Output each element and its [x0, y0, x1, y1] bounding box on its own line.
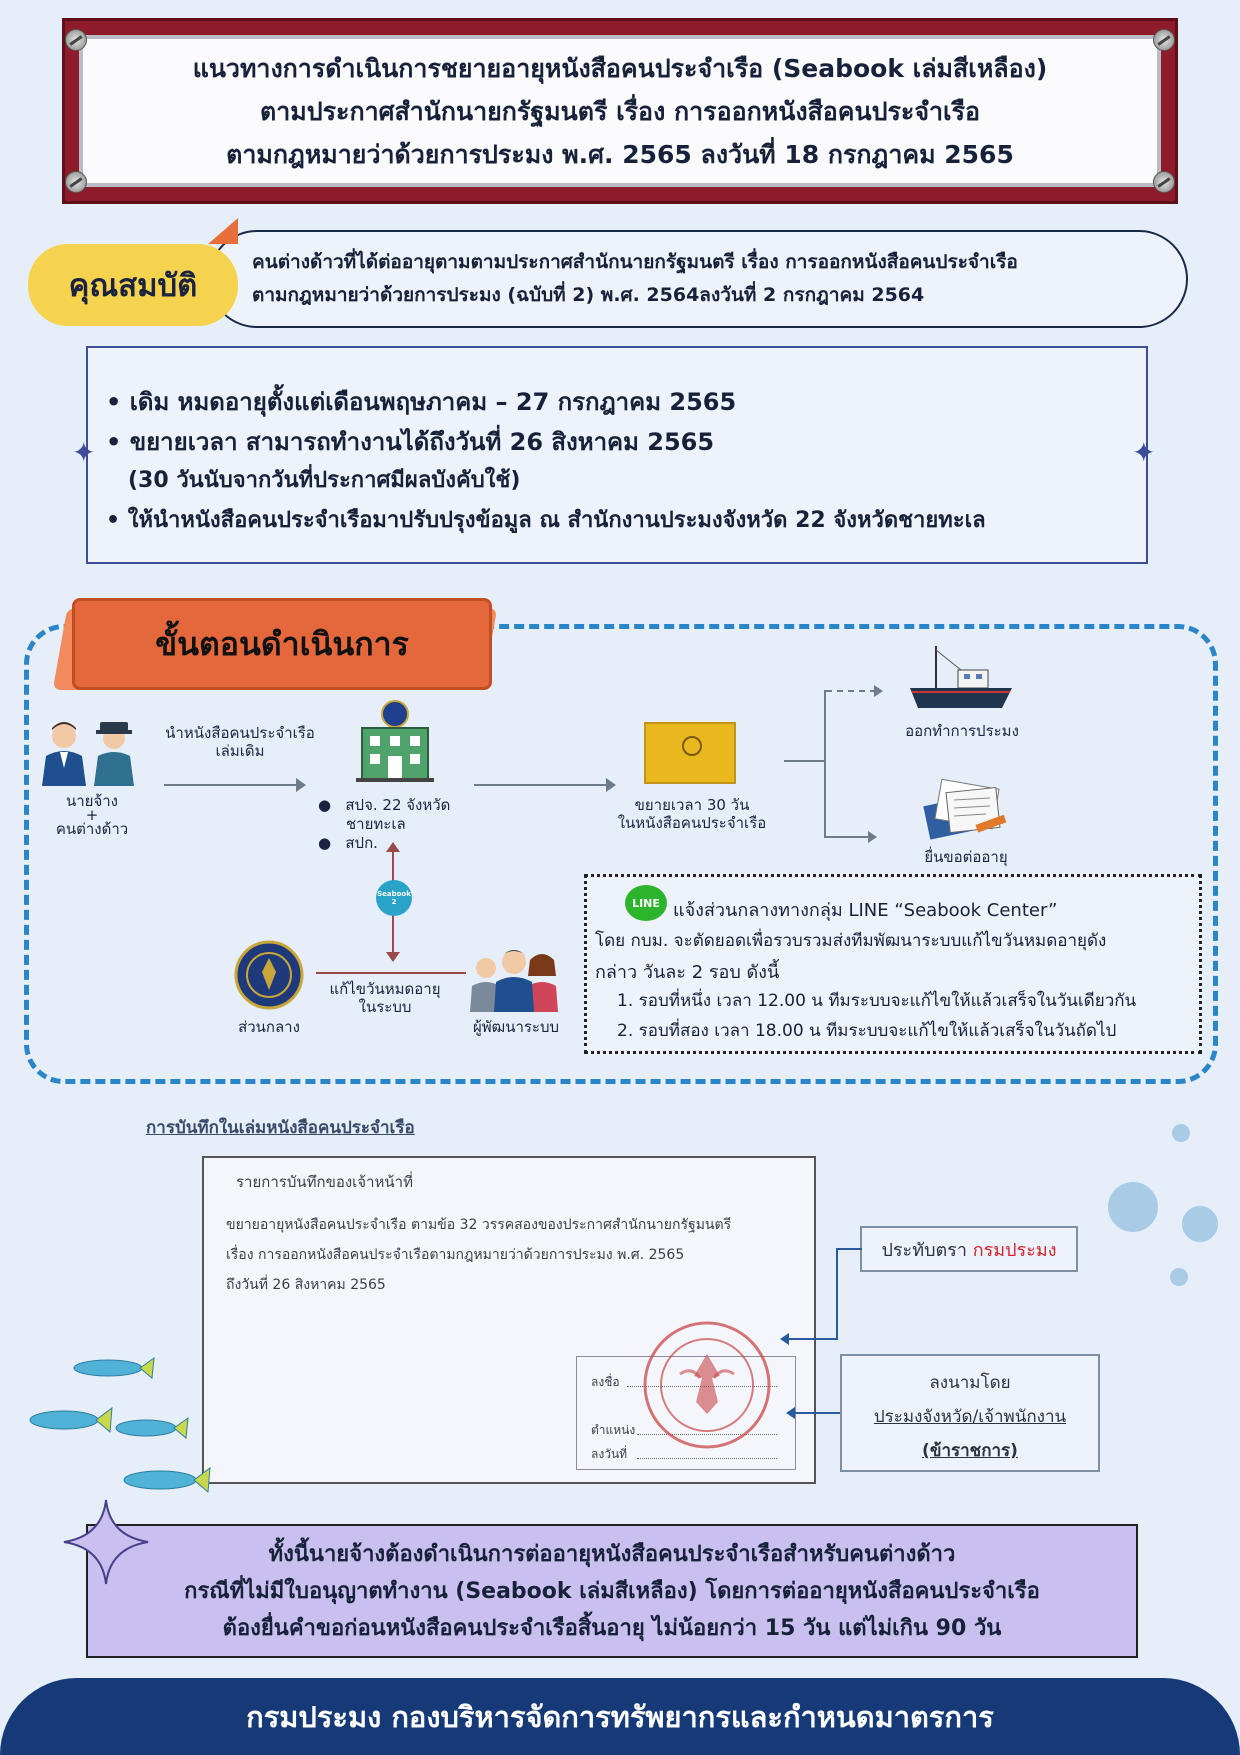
extend-line-2: ในหนังสือคนประจำเรือ [617, 814, 767, 832]
qualification-tag: คุณสมบัติ [28, 244, 238, 326]
info-bullet-1: • เดิม หมดอายุตั้งแต่เดือนพฤษภาคม – 27 กรกฎาคม 2565 [106, 388, 737, 416]
qualification-line-2: ตามกฎหมายว่าด้วยการประมง (ฉบับที่ 2) พ.ศ. 2564ลงวันที่ 2 กรกฎาคม 2564 [252, 284, 925, 306]
arrowhead-icon [868, 831, 877, 843]
developers-icon [464, 946, 564, 1012]
fix-line-1: แก้ไขวันหมดอายุ [329, 980, 441, 998]
emblem-icon [682, 736, 702, 756]
branch-trunk [824, 690, 826, 838]
info-box [86, 346, 1148, 564]
arrowhead-icon [780, 1333, 789, 1345]
office-item-2-text: สปก. [345, 834, 378, 852]
star-decoration-icon [60, 1496, 152, 1588]
footer-banner: กรมประมง กองบริหารจัดการทรัพยากรและกำหนดมาตรการ [0, 1678, 1240, 1755]
stamp-org: กรมประมง [972, 1239, 1057, 1261]
fix-line-2: ในระบบ [358, 998, 412, 1016]
developers-label: ผู้พัฒนาระบบ [472, 1018, 560, 1036]
department-seal-icon [234, 940, 304, 1010]
central-dev-line [316, 972, 466, 974]
arrow-to-extend [474, 784, 610, 786]
arrow-up-icon [386, 842, 400, 852]
bubble-decoration [1170, 1268, 1188, 1286]
bubble-decoration [1108, 1182, 1158, 1232]
bottom-note-line-2: กรณีที่ไม่มีใบอนุญาตทำงาน (Seabook เล่มสีเหลือง) โดยการต่ออายุหนังสือคนประจำเรือ [184, 1578, 1040, 1604]
renew-label: ยื่นขอต่ออายุ [924, 848, 1008, 866]
branch-to-renew [826, 836, 870, 838]
note-line-4: 1. รอบที่หนึ่ง เวลา 12.00 น ทีมระบบจะแก้ไขให้แล้วเสร็จในวันเดียวกัน [617, 991, 1137, 1011]
info-bullet-2: • ขยายเวลา สามารถทำงานได้ถึงวันที่ 26 สิงหาคม 2565 [106, 428, 715, 456]
sparkle-icon: ✦ [1132, 436, 1156, 469]
employer-label-2: คนต่างด้าว [55, 820, 129, 838]
title-panel [79, 35, 1161, 187]
sig-name-label: ลงชื่อ [591, 1375, 620, 1389]
note-line-1: แจ้งส่วนกลางทางกลุ่ม LINE “Seabook Center” [673, 900, 1058, 921]
qualification-fold [208, 218, 238, 244]
fishing-boat-icon [906, 642, 1016, 716]
title-line-2: ตามประกาศสำนักนายกรัฐมนตรี เรื่อง การออกหนังสือคนประจำเรือ [259, 96, 981, 126]
screw-icon [1153, 29, 1175, 51]
office-list [318, 796, 450, 853]
department-stamp-icon [640, 1318, 774, 1452]
branch-line [784, 760, 826, 762]
signed-by-label: ลงนามโดย [929, 1373, 1011, 1393]
signer-box [840, 1354, 1100, 1472]
title-line-1: แนวทางการดำเนินการชยายอายุหนังสือคนประจำเรือ (Seabook เล่มสีเหลือง) [192, 53, 1048, 83]
note-line-2: โดย กบม. จะตัดยอดเพื่อรวบรวมส่งทีมพัฒนาระบบแก้ไขวันหมดอายุดัง [595, 931, 1107, 951]
screw-icon [1153, 171, 1175, 193]
employer-plus: + [85, 806, 99, 824]
record-box-title: รายการบันทึกของเจ้าหน้าที่ [236, 1173, 413, 1191]
sig-position-label: ตำแหน่ง [591, 1423, 636, 1437]
employer-label [36, 792, 148, 838]
office-item-1: ● สปจ. 22 จังหวัด [318, 796, 451, 814]
bottom-note-box [86, 1524, 1138, 1658]
arrowhead-icon [296, 778, 306, 792]
screw-icon [65, 29, 87, 51]
info-bullet-2-sub: (30 วันนับจากวันที่ประกาศมีผลบังคับใช้) [128, 468, 521, 493]
title-frame [62, 18, 1178, 204]
sparkle-icon: ✦ [72, 436, 96, 469]
arrow-to-office [164, 784, 300, 786]
employer-worker-icon [38, 718, 142, 786]
stamp-connector [836, 1248, 838, 1340]
line-note-box [584, 874, 1202, 1054]
stamp-connector [786, 1338, 838, 1340]
qualification-line-1: คนต่างด้าวที่ได้ต่ออายุตามตามประกาศสำนักนายกรัฐมนตรี เรื่อง การออกหนังสือคนประจำเรือ [252, 251, 1018, 273]
bottom-note-line-3: ต้องยื่นคำขอก่อนหนังสือคนประจำเรือสิ้นอายุ ไม่น้อยกว่า 15 วัน แต่ไม่เกิน 90 วัน [222, 1615, 1002, 1641]
line-app-icon: LINE [625, 885, 667, 921]
arrowhead-icon [606, 778, 616, 792]
office-item-2: ● สปก. [318, 834, 378, 852]
extend-line-1: ขยายเวลา 30 วัน [634, 796, 750, 814]
record-line-3: ถึงวันที่ 26 สิงหาคม 2565 [226, 1277, 386, 1293]
employer-label-1: นายจ้าง [65, 792, 118, 810]
branch-to-fishing [826, 690, 876, 692]
central-label: ส่วนกลาง [238, 1018, 300, 1036]
arrowhead-icon [874, 685, 883, 697]
office-building-icon [356, 700, 434, 784]
info-bullet-3: • ให้นำหนังสือคนประจำเรือมาปรับปรุงข้อมูล ณ สำนักงานประมงจังหวัด 22 จังหวัดชายทะเล [106, 508, 986, 533]
qualification-text [252, 246, 1172, 312]
bring-book-label [150, 724, 330, 760]
signer-connector [792, 1412, 840, 1414]
bring-book-line-1: นำหนังสือคนประจำเรือ [165, 724, 315, 742]
arrowhead-icon [786, 1407, 795, 1419]
note-line-5: 2. รอบที่สอง เวลา 18.00 น ทีมระบบจะแก้ไขให้แล้วเสร็จในวันถัดไป [617, 1021, 1117, 1041]
fish-school-icon [28, 1350, 218, 1510]
record-line-1: ขยายอายุหนังสือคนประจำเรือ ตามข้อ 32 วรรคสองของประกาศสำนักนายกรัฐมนตรี [226, 1217, 732, 1233]
documents-icon [920, 776, 1010, 840]
bottom-note-line-1: ทั้งนี้นายจ้างต้องดำเนินการต่ออายุหนังสือคนประจำเรือสำหรับคนต่างด้าว [268, 1541, 956, 1567]
stamp-label-box [860, 1226, 1078, 1272]
office-item-1-text: สปจ. 22 จังหวัด [345, 796, 451, 814]
sig-date-label: ลงวันที่ [591, 1447, 628, 1461]
go-fishing-label: ออกทำการประมง [905, 722, 1019, 740]
title-line-3: ตามกฎหมายว่าด้วยการประมง พ.ศ. 2565 ลงวันที่ 18 กรกฎาคม 2565 [226, 139, 1014, 169]
office-item-1b: ชายทะเล [346, 815, 406, 833]
extend-label [604, 796, 780, 832]
record-line-2: เรื่อง การออกหนังสือคนประจำเรือตามกฎหมายว่าด้วยการประมง พ.ศ. 2565 [226, 1247, 685, 1263]
bubble-decoration [1182, 1206, 1218, 1242]
seabook-yellow-icon [644, 722, 736, 784]
seabook-app-badge: Seabook 2 [376, 880, 412, 916]
bubble-decoration [1172, 1124, 1190, 1142]
bring-book-line-2: เล่มเดิม [215, 742, 265, 760]
arrow-down-icon [386, 952, 400, 962]
stamp-connector [838, 1248, 862, 1250]
record-heading: การบันทึกในเล่มหนังสือคนประจำเรือ [146, 1118, 415, 1138]
signer-type: (ข้าราชการ) [922, 1441, 1018, 1461]
stamp-prefix: ประทับตรา [881, 1239, 967, 1261]
signer-title: ประมงจังหวัด/เจ้าพนักงาน [873, 1407, 1067, 1427]
process-banner: ขั้นตอนดำเนินการ [72, 598, 492, 690]
note-line-3: กล่าว วันละ 2 รอบ ดังนี้ [595, 962, 780, 983]
fix-label [312, 980, 458, 1016]
screw-icon [65, 171, 87, 193]
